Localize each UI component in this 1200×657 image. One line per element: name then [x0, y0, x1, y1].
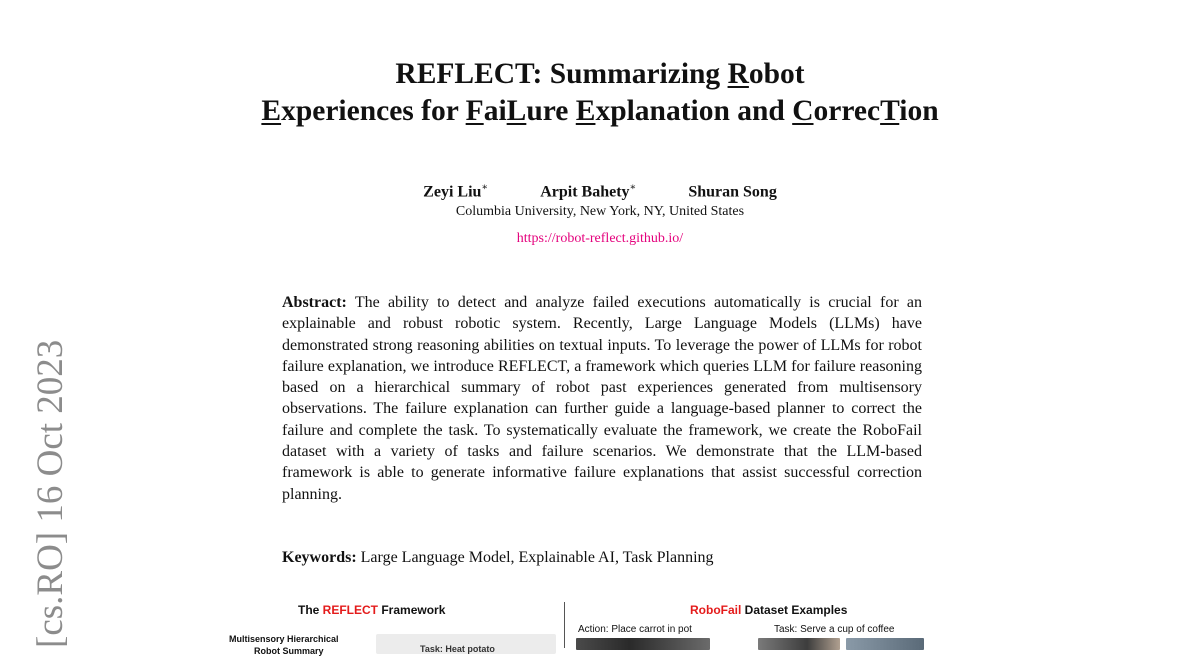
figure-summary-label: Multisensory Hierarchical	[229, 634, 339, 644]
author-name: Arpit Bahety	[540, 183, 630, 201]
title-underlined-initial: E	[575, 95, 596, 127]
figure-left-title-pre: The	[298, 603, 323, 617]
figure-photo-carrot-pot	[576, 638, 710, 650]
title-underlined-initial: C	[792, 95, 814, 127]
figure-right-title-highlight: RoboFail	[690, 603, 742, 617]
title-underlined-initial: T	[880, 95, 900, 127]
abstract-label: Abstract:	[282, 294, 347, 311]
title-line-1-underlined: R	[727, 58, 749, 90]
figure-summary-label-2: Robot Summary	[254, 646, 324, 656]
author-list	[0, 178, 1200, 202]
keywords-text: Large Language Model, Explainable AI, Task Planning	[356, 549, 714, 566]
title-segment: ure	[526, 95, 576, 127]
figure-task-caption: Task: Serve a cup of coffee	[774, 624, 895, 635]
title-segment: xperiences for	[281, 95, 466, 127]
author-3	[688, 178, 777, 202]
figure-photo-coffee-1	[758, 638, 840, 650]
figure-task-box	[376, 634, 556, 654]
title-segment: orrec	[813, 95, 881, 127]
figure-divider	[564, 602, 565, 648]
figure-task-box-text: Task: Heat potato	[420, 644, 495, 654]
title-line-1	[395, 58, 804, 90]
title-segment: ion	[899, 95, 939, 127]
arxiv-identifier-stamp: [cs.RO] 16 Oct 2023	[30, 339, 71, 648]
title-line-1-pre: REFLECT: Summarizing	[395, 58, 728, 90]
figure-left-title	[298, 603, 445, 617]
equal-contribution-mark: ∗	[481, 182, 489, 193]
figure-right-title-post: Dataset Examples	[741, 603, 848, 617]
title-underlined-initial: F	[465, 95, 484, 127]
title-line-1-post: obot	[748, 58, 805, 90]
keywords-label: Keywords:	[282, 549, 357, 566]
equal-contribution-mark: ∗	[629, 182, 637, 193]
figure-right-title	[690, 603, 847, 617]
project-url-link[interactable]: https://robot-reflect.github.io/	[516, 231, 684, 246]
title-segment: ai	[483, 95, 507, 127]
author-1	[423, 178, 488, 202]
abstract	[282, 292, 922, 505]
author-2	[540, 178, 636, 202]
title-underlined-initial: L	[506, 95, 527, 127]
title-line-2	[261, 95, 938, 127]
affiliation: Columbia University, New York, NY, United States	[455, 204, 745, 219]
figure-left-title-post: Framework	[378, 603, 446, 617]
author-name: Shuran Song	[688, 183, 777, 201]
title-segment: xplanation and	[595, 95, 793, 127]
keywords	[282, 547, 922, 568]
figure-photo-coffee-2	[846, 638, 924, 650]
figure-left-title-highlight: REFLECT	[322, 603, 379, 617]
figure-action-caption: Action: Place carrot in pot	[578, 624, 692, 635]
paper-title	[0, 56, 1200, 130]
author-name: Zeyi Liu	[423, 183, 482, 201]
title-underlined-initial: E	[261, 95, 282, 127]
abstract-text: The ability to detect and analyze failed executions automatically is crucial for an explainable and robust robotic system. Recently, Large Language Models (LLMs) have demonstrated strong reasoning abilities on textual inputs. To leverage the power of LLMs for robot failure explanation, we introduce REFLECT, a framework which queries LLM for failure reasoning based on a hierarchical summary of robot past experiences generated from multisensory observations. The failure explanation can further guide a language-based planner to correct the failure and complete the task. To systematically evaluate the framework, we create the RoboFail dataset with a variety of tasks and failure scenarios. We demonstrate that the LLM-based framework is able to generate informative failure explanations that assist successful correction planning.	[282, 294, 922, 503]
